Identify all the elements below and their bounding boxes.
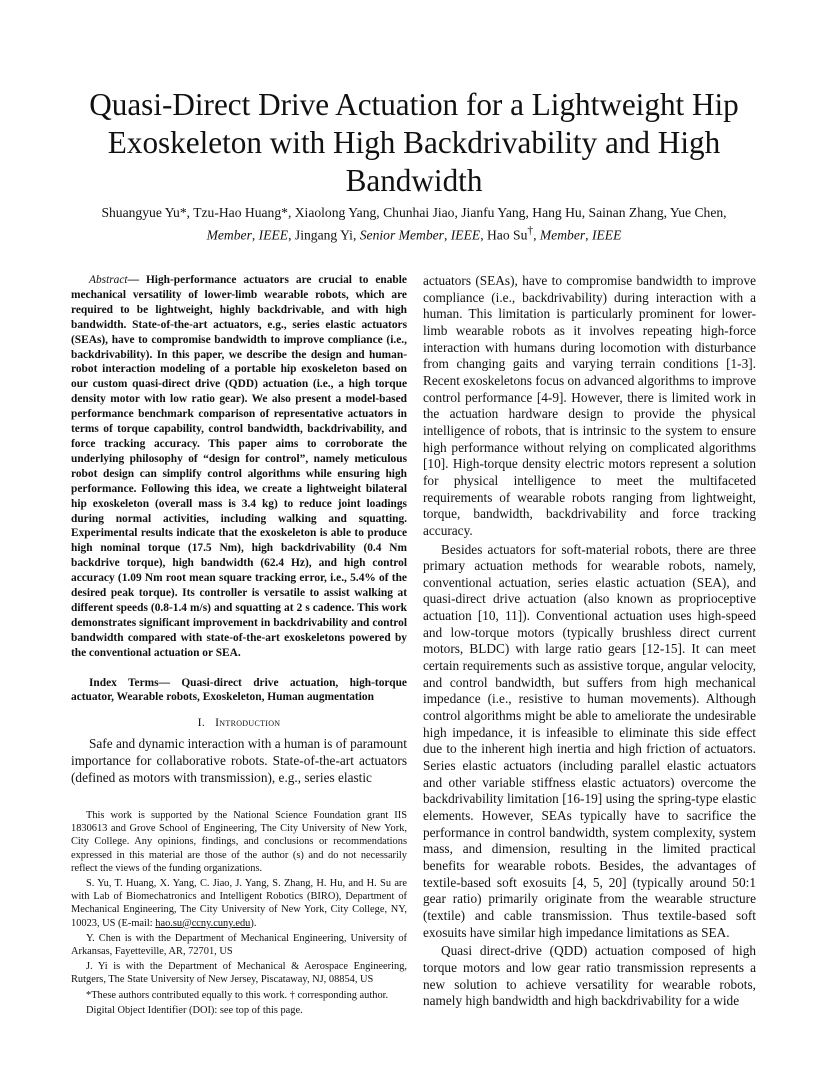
footnotes <box>71 809 407 1019</box>
footnote-affiliation-arkansas: Y. Chen is with the Department of Mechanical Engineering, University of Arkansas, Fayetteville, AR, 72701, US <box>71 932 407 958</box>
footnote-affiliation-biro <box>71 877 407 930</box>
author-member-1: Member <box>206 227 252 243</box>
abstract-label: Abstract <box>89 274 128 286</box>
index-terms <box>71 676 407 706</box>
index-terms-text: — Quasi-direct drive actuation, high-torque actuator, Wearable robots, Exoskeleton, Human augmentation <box>71 676 407 704</box>
left-column <box>71 273 407 786</box>
author-senior-member: Senior Member <box>359 227 444 243</box>
footnote-funding: This work is supported by the National Science Foundation grant IIS 1830613 and Grove School of Engineering, The City University of New York, City College. Any opinions, findings, and conclusions or recommendations expressed in this material are those of the author (s) and do not necessarily reflect the views of the funding organizations. <box>71 810 407 874</box>
intro-paragraph-3: Quasi direct-drive (QDD) actuation composed of high torque motors and low gear ratio transmission represents a new solution to achieve versatility for wearable robots, namely high bandwidth and high backdrivability for a wide <box>423 943 756 1009</box>
email-link[interactable]: hao.su@ccny.cuny.edu <box>155 917 251 929</box>
intro-paragraph-1: Safe and dynamic interaction with a human is of paramount importance for collaborative robots. State-of-the-art actuators (defined as motors with transmission), e.g., series elastic <box>71 736 407 785</box>
paper-title: Quasi-Direct Drive Actuation for a Lightweight Hip Exoskeleton with High Backdrivability and High Bandwidth <box>89 87 739 198</box>
section-heading-introduction <box>71 715 407 730</box>
authors-sep-2: , <box>443 227 451 243</box>
author-list <box>90 204 738 245</box>
author-ieee-2: IEEE <box>450 227 481 243</box>
abstract <box>71 273 407 661</box>
footnote-affiliation-end: ). <box>250 917 257 929</box>
intro-paragraph-2: Besides actuators for soft-material robots, there are three primary actuation methods for wearable robots, namely, conventional actuation, series elastic actuation (SEA), and quasi-direct drive actuation (also known as proprioceptive actuation [10, 11]). Conventional actuation uses high-speed and low-torque motors (typically brushless direct current motors, BLDC) with large ratio gears [12-15]. It can meet certain requirements such as assistive torque, angular velocity, and control bandwidth, but suffers from high mechanical impedance (i.e., resistive to human movements). Although control algorithms might be able to ameliorate the undesirable high impedance, it is infeasible to eliminate this side effect due to the inherent high inertia and high friction of actuators. Series elastic actuators (including parallel elastic actuators and other variable stiffness elastic actuators) overcome the backdrivability limitation [16-19] using the spring-type elastic elements. However, SEAs typically have to sacrifice the performance in control bandwidth, system complexity, system mass, and dimension, resulting in the limited practical benefits for wearable robots. Besides, the advantages of textile-based soft exosuits [4, 5, 20] (typically around 50:1 gear ratio) primarily originate from the wearable structure (textile) and cable transmission. Thus textile-based soft exosuits have similar high impedance limitations as SEA. <box>423 541 756 940</box>
right-column <box>423 273 756 1010</box>
footnote-equal-contribution: *These authors contributed equally to this work. † corresponding author. <box>86 989 389 1001</box>
author-ieee-1: IEEE <box>258 227 289 243</box>
footnote-affiliation-rutgers: J. Yi is with the Department of Mechanical & Aerospace Engineering, Rutgers, The State University of New Jersey, Piscataway, NJ, 08854, US <box>71 961 407 986</box>
abstract-text: — High-performance actuators are crucial to enable mechanical versatility of lower-limb wearable robots, which are required to be lightweight, highly backdrivable, and with high bandwidth. State-of-the-art actuators, e.g., series elastic actuators (SEAs), have to compromise bandwidth to improve compliance (i.e., backdrivability). In this paper, we describe the design and human-robot interaction modeling of a portable hip exoskeleton based on our custom quasi-direct drive (QDD) actuation (i.e., a high torque density motor with low ratio gear). We also present a model-based performance benchmark comparison of representative actuators in terms of torque capability, control bandwidth, backdrivability, and force tracking accuracy. This paper aims to corroborate the underlying philosophy of “design for control”, namely meticulous robot design can simplify control algorithms while ensuring high performance. Following this idea, we create a lightweight bilateral hip exoskeleton (overall mass is 3.4 kg) to reduce joint loadings during normal activities, including walking and squatting. Experimental results indicate that the exoskeleton is able to produce high nominal torque (17.5 Nm), high backdrivability (0.4 Nm backdrive torque), high bandwidth (62.4 Hz), and high control accuracy (1.09 Nm root mean square tracking error, i.e., 5.4% of the desired peak torque). Its controller is versatile to assist walking at different speeds (0.8-1.4 m/s) and squatting at 2 s cadence. This work demonstrates significant improvement in backdrivability and control bandwidth compared with state-of-the-art exoskeletons powered by the conventional actuation or SEA. <box>71 274 407 659</box>
author-ieee-3: IEEE <box>591 227 622 243</box>
author-member-2: Member <box>539 227 586 243</box>
authors-part-4: , <box>533 227 540 243</box>
authors-sep-1: , <box>251 227 259 243</box>
intro-paragraph-1-continued: actuators (SEAs), have to compromise bandwidth to improve compliance (i.e., backdrivability) during interaction with a human. This limitation is particularly prominent for lower-limb wearable robots as it involves repeating high-force interaction with humans during locomotion with disturbance from changing gaits and varying terrain conditions [1-3]. Recent exoskeletons focus on advanced algorithms to improve control performance [4-9]. However, there is limited work in the actuation hardware design to provide the physical intelligence of robots, that is intrinsic to the system to ensure high performance without relying on complicated algorithms [10]. High-torque density electric motors represent a solution for physical intelligence to meet the multifaceted requirements of wearable robots ranging from lightweight, torque, bandwidth, backdrivability and force tracking accuracy. <box>423 273 756 538</box>
section-number: I. <box>197 715 206 730</box>
authors-part-2: , Jingang Yi, <box>288 227 360 243</box>
authors-sep-3: , <box>585 227 592 243</box>
section-title: Introduction <box>215 715 281 730</box>
authors-part-1: Shuangyue Yu*, Tzu-Hao Huang*, Xiaolong Yang, Chunhai Jiao, Jianfu Yang, Hang Hu, Sainan Zhang, Yue Chen, <box>101 205 727 220</box>
corresponding-dagger: † <box>527 225 534 237</box>
index-terms-label: Index Terms <box>89 676 159 689</box>
footnote-doi: Digital Object Identifier (DOI): see top of this page. <box>86 1004 303 1016</box>
footnote-affiliation-text: S. Yu, T. Huang, X. Yang, C. Jiao, J. Yang, S. Zhang, H. Hu, and H. Su are with Lab of Biomechatronics and Intelligent Robotics (BIRO), Department of Mechanical Engineering, The City University of New York, City College, NY, 10023, US (E-mail: <box>71 878 407 929</box>
authors-part-3: , Hao Su <box>480 227 528 243</box>
